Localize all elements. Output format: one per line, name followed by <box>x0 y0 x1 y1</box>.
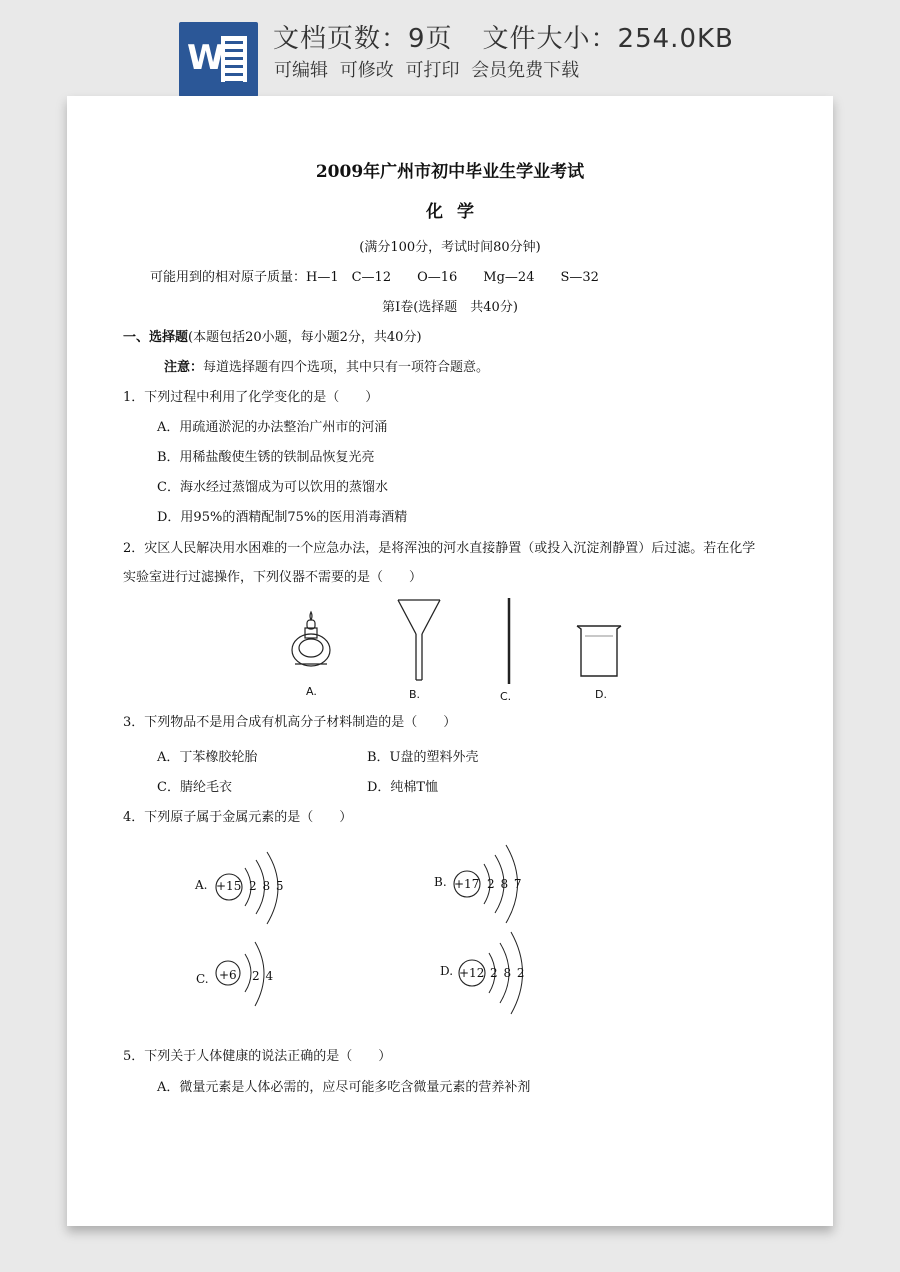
atom-d-label: D. <box>440 964 454 978</box>
atom-b-nucleus: +17 <box>454 877 480 891</box>
question-3-option-b: B．U盘的塑料外壳 <box>367 750 479 765</box>
question-1-option-a: A．用疏通淤泥的办法整治广州市的河涌 <box>157 420 388 435</box>
atom-c-nucleus: +6 <box>219 968 237 982</box>
exam-subject: 化学 <box>426 202 488 222</box>
atom-d-electrons: 2 8 2 <box>490 966 526 980</box>
atom-a-electrons: 2 8 5 <box>249 879 285 893</box>
question-3-option-d: D．纯棉T恤 <box>367 780 439 795</box>
question-2-stem-line-2: 实验室进行过滤操作，下列仪器不需要的是（ ） <box>123 570 423 585</box>
note-text: 每道选择题有四个选项，其中只有一项符合题意。 <box>203 360 490 375</box>
section-heading <box>123 329 422 347</box>
exam-info: (满分100分，考试时间80分钟) <box>359 240 541 255</box>
atom-a-nucleus: +15 <box>216 879 242 893</box>
question-2-stem-line-1: 2．灾区人民解决用水困难的一个应急办法，是将浑浊的河水直接静置（或投入沉淀剂静置）后过滤。若在化学 <box>123 541 756 556</box>
question-4-stem: 4．下列原子属于金属元素的是（ ） <box>123 810 353 825</box>
question-1-option-b: B．用稀盐酸使生锈的铁制品恢复光亮 <box>157 450 375 465</box>
document-info-header <box>0 0 900 96</box>
file-size: 文件大小：254.0KB <box>482 24 734 54</box>
question-3-stem: 3．下列物品不是用合成有机高分子材料制造的是（ ） <box>123 715 457 730</box>
section-title: 一、选择题 <box>123 330 189 345</box>
document-page <box>67 96 833 1226</box>
apparatus-label-c: C. <box>500 690 512 703</box>
question-1-option-c: C．海水经过蒸馏成为可以饮用的蒸馏水 <box>157 480 388 495</box>
question-1-option-d: D．用95%的酒精配制75%的医用消毒酒精 <box>157 510 408 525</box>
question-3-option-c: C．腈纶毛衣 <box>157 780 232 795</box>
apparatus-label-a: A. <box>306 685 317 698</box>
document-stats <box>273 18 734 55</box>
beaker-icon <box>577 626 621 676</box>
question-3-option-a: A．丁苯橡胶轮胎 <box>157 750 258 765</box>
volume-heading: 第Ⅰ卷(选择题 共40分) <box>382 300 518 315</box>
section-description: (本题包括20小题，每小题2分，共40分) <box>188 330 422 345</box>
document-features: 可编辑 可修改 可打印 会员免费下载 <box>274 60 580 81</box>
atom-b-label: B. <box>434 875 447 889</box>
apparatus-label-d: D. <box>595 688 607 701</box>
funnel-icon <box>398 600 440 680</box>
page-count: 文档页数：9页 <box>273 24 453 54</box>
question-5-option-a: A．微量元素是人体必需的，应尽可能多吃含微量元素的营养补剂 <box>157 1080 531 1095</box>
atomic-mass-line: 可能用到的相对原子质量：H—1 C—12 O—16 Mg—24 S—32 <box>150 270 599 285</box>
filtration-apparatus-figure <box>287 596 627 706</box>
atom-d-nucleus: +12 <box>459 966 485 980</box>
question-1-stem: 1．下列过程中利用了化学变化的是（ ） <box>123 390 379 405</box>
atom-a-label: A. <box>195 878 208 892</box>
note-label: 注意： <box>164 360 204 375</box>
atom-c-label: C. <box>196 972 209 986</box>
atom-c-electrons: 2 4 <box>252 969 275 983</box>
exam-title: 2009年广州市初中毕业生学业考试 <box>315 162 585 182</box>
apparatus-label-b: B. <box>409 688 421 701</box>
alcohol-lamp-icon <box>292 612 330 666</box>
word-document-icon: W <box>179 22 258 97</box>
note-line <box>164 359 489 377</box>
atom-b-electrons: 2 8 7 <box>487 877 523 891</box>
question-5-stem: 5．下列关于人体健康的说法正确的是（ ） <box>123 1049 392 1064</box>
